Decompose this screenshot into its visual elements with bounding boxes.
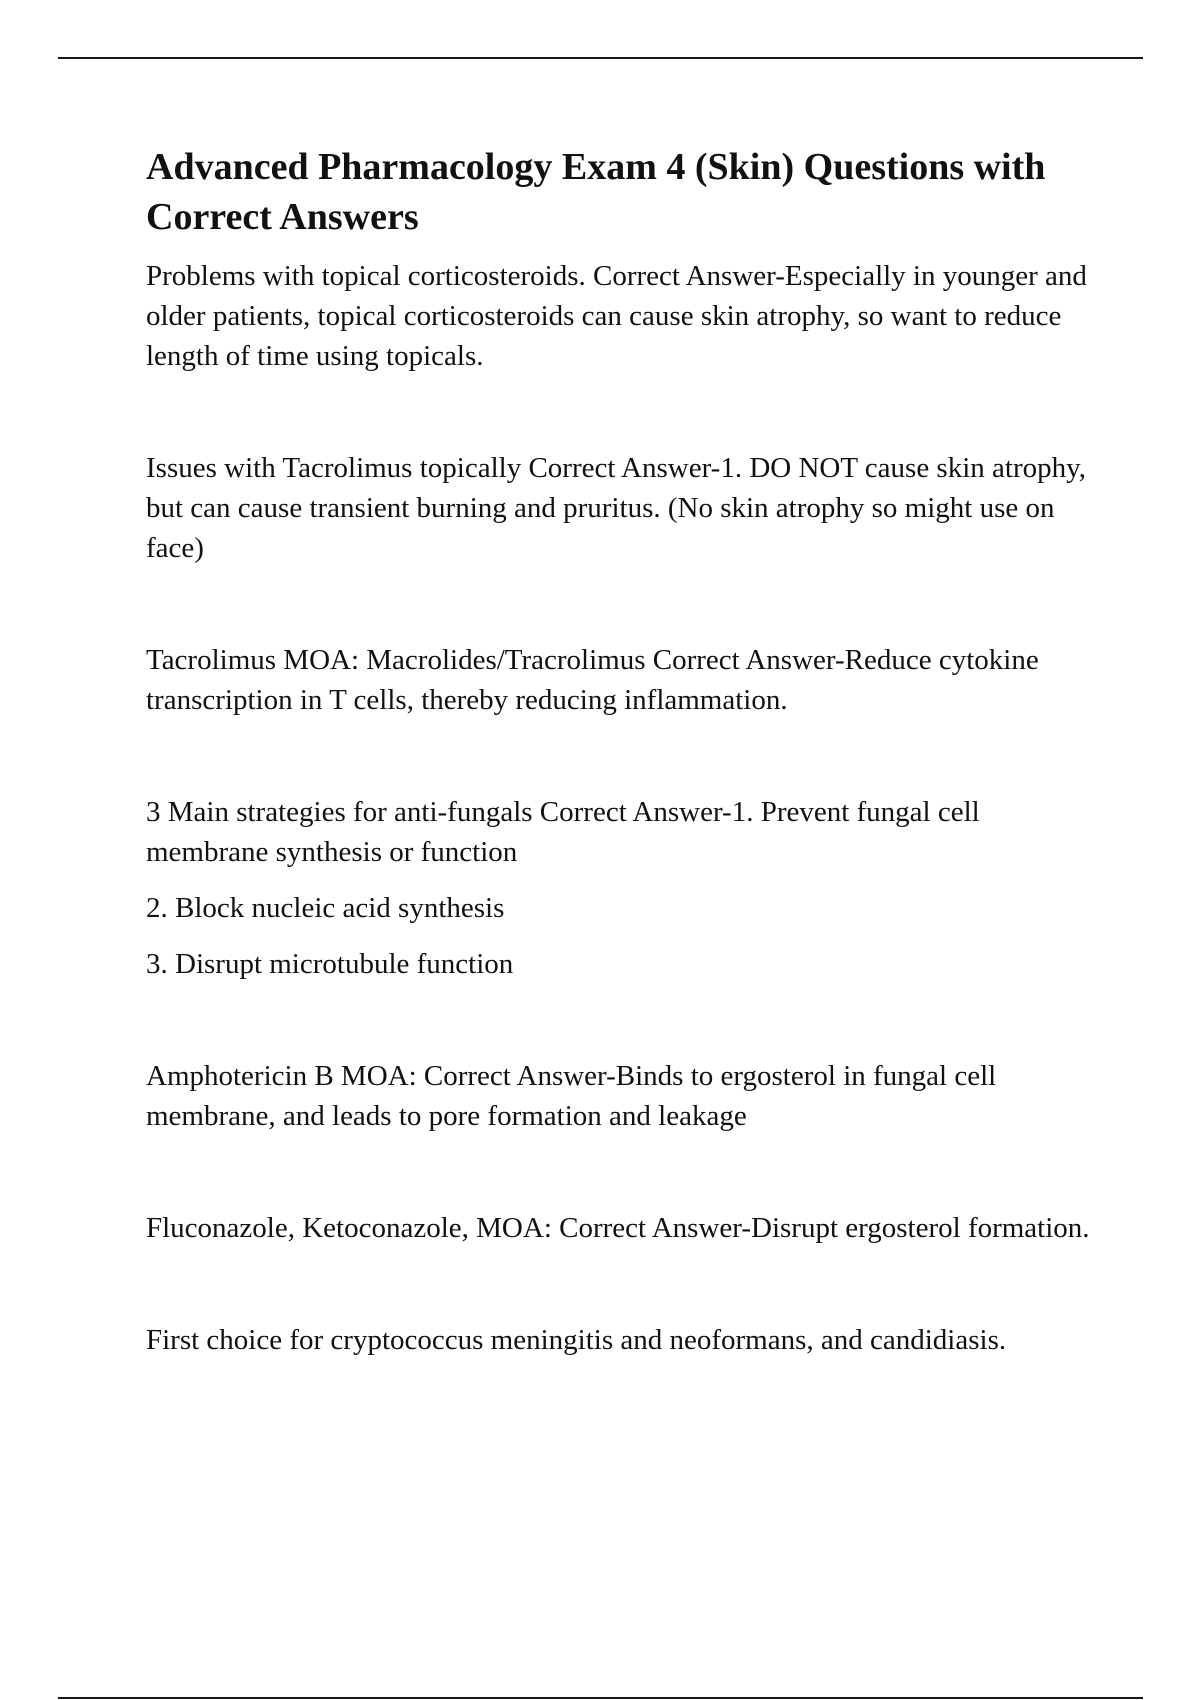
qa-item <box>146 448 1096 568</box>
top-rule <box>58 57 1143 59</box>
qa-text: First choice for cryptococcus meningitis and neoformans, and candidiasis. <box>146 1324 1007 1356</box>
strategy-line: 2. Block nucleic acid synthesis <box>146 892 505 924</box>
qa-text: Fluconazole, Ketoconazole, MOA: Correct Answer-Disrupt ergosterol formation. <box>146 1212 1090 1244</box>
qa-text: 3 Main strategies for anti-fungals Correct Answer-1. Prevent fungal cell membrane synthesis or function <box>146 796 980 868</box>
document-body <box>146 142 1096 1360</box>
qa-text: Tacrolimus MOA: Macrolides/Tracrolimus Correct Answer-Reduce cytokine transcription in T cells, thereby reducing inflammation. <box>146 644 1039 716</box>
bottom-rule <box>58 1697 1143 1699</box>
qa-item <box>146 640 1096 720</box>
qa-item <box>146 1320 1096 1360</box>
qa-item <box>146 1056 1096 1136</box>
qa-text: Problems with topical corticosteroids. Correct Answer-Especially in younger and older patients, topical corticosteroids can cause skin atrophy, so want to reduce length of time using topicals. <box>146 260 1087 372</box>
qa-item <box>146 792 1096 984</box>
strategy-line: 3. Disrupt microtubule function <box>146 948 514 980</box>
qa-item <box>146 256 1096 376</box>
document-title: Advanced Pharmacology Exam 4 (Skin) Questions with Correct Answers <box>146 146 1046 238</box>
qa-text: Amphotericin B MOA: Correct Answer-Binds to ergosterol in fungal cell membrane, and leads to pore formation and leakage <box>146 1060 997 1132</box>
qa-text: Issues with Tacrolimus topically Correct Answer-1. DO NOT cause skin atrophy, but can cause transient burning and pruritus. (No skin atrophy so might use on face) <box>146 452 1086 564</box>
qa-item <box>146 1208 1096 1248</box>
